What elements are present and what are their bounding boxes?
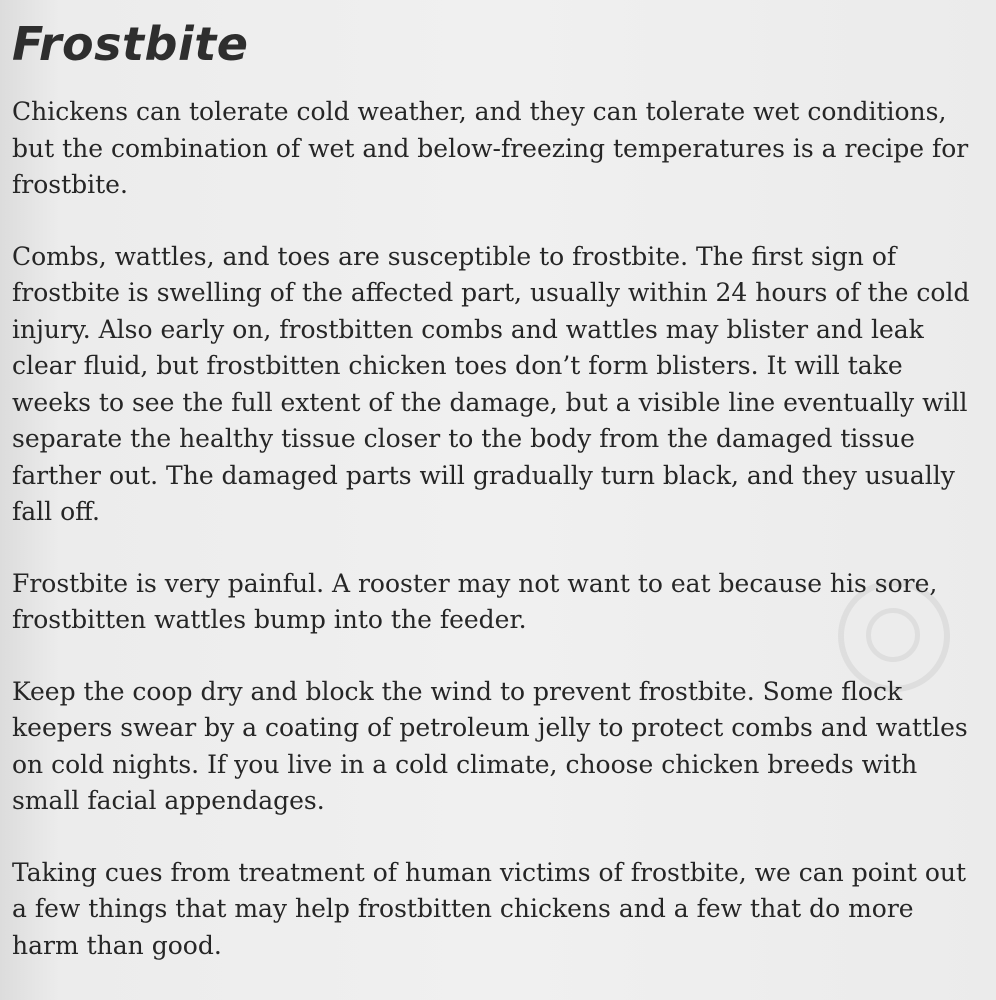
article-body <box>12 94 977 999</box>
page-title: Frostbite <box>12 17 249 71</box>
paragraph-4: Keep the coop dry and block the wind to prevent frostbite. Some flock keepers swear by a coating of petroleum jelly to protect combs and wattles on cold nights. If you live in a cold climate, choose chicken breeds with small facial appendages. <box>12 676 968 815</box>
paragraph-5: Taking cues from treatment of human victims of frostbite, we can point out a few things that may help frostbitten chickens and a few that do more harm than good. <box>12 857 967 960</box>
paragraph-3: Frostbite is very painful. A rooster may not want to eat because his sore, frostbitten wattles bump into the feeder. <box>12 568 938 634</box>
paragraph-2: Combs, wattles, and toes are susceptible to frostbite. The first sign of frostbite is swelling of the affected part, usually within 24 hours of the cold injury. Also early on, frostbitten combs and wattles may blister and leak clear fluid, but frostbitten chicken toes don’t form blisters. It will take weeks to see the full extent of the damage, but a visible line eventually will separate the healthy tissue closer to the body from the damaged tissue farther out. The damaged parts will gradually turn black, and they usually fall off. <box>12 241 970 526</box>
paragraph-1: Chickens can tolerate cold weather, and they can tolerate wet conditions, but the combination of wet and below-freezing temperatures is a recipe for frostbite. <box>12 97 969 199</box>
